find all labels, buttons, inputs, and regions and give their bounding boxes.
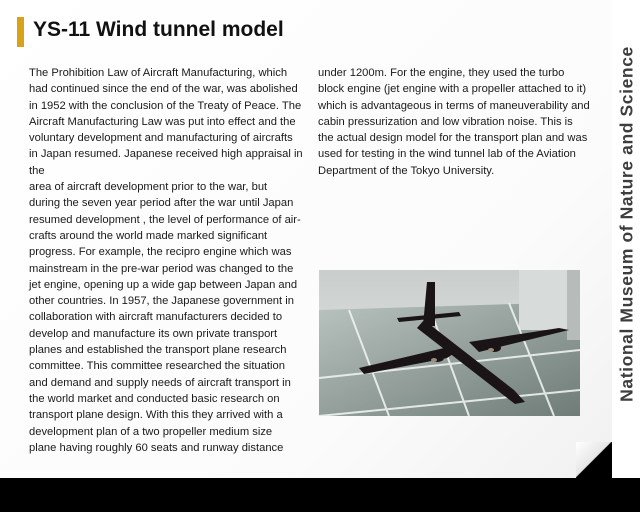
page-title: YS-11 Wind tunnel model (33, 18, 284, 41)
title-accent-bar (17, 17, 24, 47)
bottom-bar (0, 478, 640, 512)
body-text-right: under 1200m. For the engine, they used the turbo block engine (jet engine with a propeller attached to it) which is advantageous in terms of maneuverability and cabin pressurization and low vibration noise. This is the actual design model for the transport plan and was used for testing in the wind tunnel lab of the Aviation Department of the Tokyo University. (318, 67, 590, 177)
aircraft-model-illustration (319, 270, 580, 416)
body-text-left: The Prohibition Law of Aircraft Manufacturing, which had continued since the end of the war, was abolished in 1952 with the conclusion of the Treaty of Peace. The Aircraft Manufacturing Law was put into effect and the voluntary development and manufacturing of aircrafts in Japan resumed. Japanese received high appraisal in the area of aircraft development prior to the war, but during the seven year period after the war until Japan resumed development , the level of performance of air- crafts around the world made marked significant progress. For example, the recipro engine which was mainstream in the pre-war period was changed to the jet engine, opening up a wide gap between Japan and other countries. In 1957, the Japanese government in collaboration with aircraft manufacturers decided to develop and manufacture its own private transport planes and established the transport plane research committee. This committee researched the situation and demand and supply needs of aircraft transport in the world market and conducted basic research on transport plane design. With this they arrived with a development plan of a two propeller medium size plane having roughly 60 seats and runway distance (29, 67, 303, 454)
museum-name-vertical: National Museum of Nature and Science (616, 46, 637, 402)
aircraft-model-photo (319, 270, 580, 416)
page-curl (576, 442, 612, 478)
